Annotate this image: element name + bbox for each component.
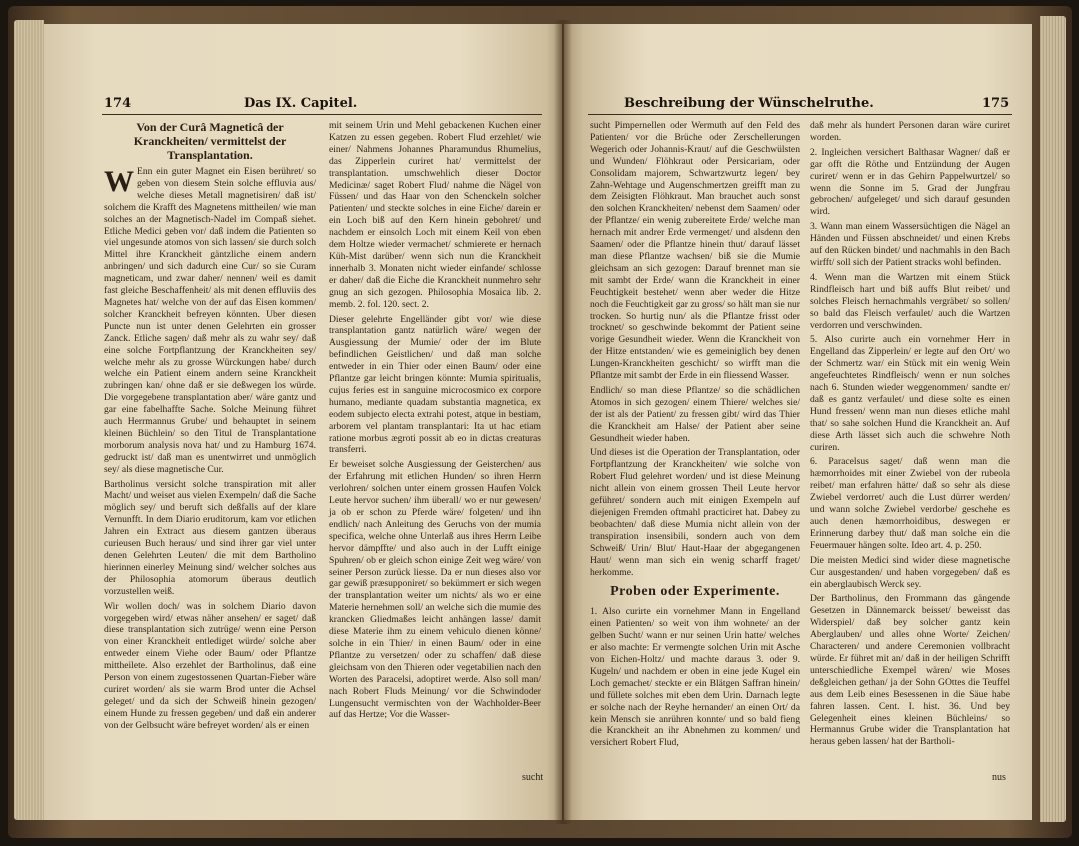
paragraph: Dieser gelehrte Engelländer gibt vor/ wie diese transplantation gantz natürlich wäre/ wegen der Ausgiessung der Mumie/ oder der im Blute befindlichen Geistlichen/ und daß man solche entweder in ein Thier oder einen Baum/ oder eine Pflantze gar leicht bringen könnte: Mumia spiritualis, cujus feries est in sanguine microcosmico ex corpore humano, mediante quadam substantia magnetica, ex eodem subjecto electa extrahi potest, atque in bestiam, arborem vel plantam transplantari: Ita ut hac etiam ratione morbus ægroti possit ab eo in dictas creaturas transferri. xyxy=(329,313,541,456)
paragraph: 1. Also curirte ein vornehmer Mann in Engelland einen Patienten/ so weit von ihm wohnete/ an der gelben Sucht/ wann er nur seinen Urin hatte/ welches er also machte: Er vermengte solchen Urin mit Asche von Eichen-Holtz/ und machte daraus 3. oder 9. Kugeln/ und nachdem er oben in eine jede Kugel ein Loch gemachet/ steckte er ein Blätgen Saffran hinein/ und füllete solches mit eben dem Urin. Darnach legte er solche nach der Reyhe hernander/ an einen Ort/ da kein Mensch sie anrühren konnte/ und so bald fieng die Kranckheit an ihr Abnehmen zu kommen/ und versichert Robert Flud, xyxy=(590,606,800,749)
paragraph: Die meisten Medici sind wider diese magnetische Cur ausgestanden/ und haben vorgegeben/ daß es ein aberglaubisch Werck sey. xyxy=(810,554,1010,590)
catchword-left: sucht xyxy=(522,772,544,783)
paragraph: Und dieses ist die Operation der Transplantation, oder Fortpflantzung der Kranckheiten/ wie solche von Robert Flud gelehret worden/ und ist diese Meinung nicht allein von einem grossen Theil Leute hervor geführet/ sondern auch mit einigen Exempeln auf diejenigen Fremden oftmahl practiciret hat. Dabey zu beobachten/ daß diese Mumia nicht allein von der transpiration insensibili, sondern auch von dem Schweiß/ Urin/ Blut/ Haut-Haar der abgegangenen Haut/ wenn man sich ein wenig scharff fraget/ herkomme. xyxy=(590,447,800,578)
running-head-left: Das IX. Capitel. xyxy=(244,96,358,111)
left-column-1 xyxy=(104,120,316,735)
drop-cap: W xyxy=(104,165,134,198)
head-rule-right xyxy=(588,114,1012,115)
paragraph xyxy=(104,166,316,476)
right-page xyxy=(564,24,1032,820)
paragraph: Er beweiset solche Ausgiessung der Geisterchen/ aus der Erfahrung mit etlichen Hunden/ so ihren Herrn verlohren/ solchen unter einem grossen Haufen Volck Leute hervor suchen/ ihm überall/ wo er nur gewesen/ ja ob er schon zu Pferde wäre/ folgeten/ und ihn endlich/ nach Anleitung des Geruchs von der mumia specifica, welche ohne Unterlaß aus ihres Herrn Leibe hervor dämpffte/ und also auch in der Lufft einige Spuhren/ ob er gleich schon einige Zeit weg wäre/ von seiner Person zurück liesse. Da er nun dieses also vor gar gewiß præsupponiret/ so bekümmert er sich wegen der transplantation weiter um nichts/ als wo er eine Materie hernehmen soll/ an welche sich die mumie des krancken Gliedmaßes leicht anhängen lasse/ damit diese Materie ihm zu einem vehiculo dienen könne/ solche in ein Thier/ in einen Baum/ oder in eine Pflantze zu versetzen/ oder zu schaffen/ daß diese gleichsam von den Thieren oder vegetabilien nach den Worten des Paracelsi, adoptiret werde. Also soll man/ nach Robert Fluds Meinung/ vor die Schwindoder Lungensucht vermischten von der Wachholder-Beer auf das Hertze; Vor die Wasser- xyxy=(329,459,541,721)
head-rule-left xyxy=(102,114,542,115)
catchword-right: nus xyxy=(992,772,1006,783)
paragraph: sucht Pimpernellen oder Wermuth auf den Feld des Patienten/ vor die Brüche oder Zerschellerungen Wegerich oder Johannis-Kraut/ auf die Geschwülsten und Wunden/ Flöhkraut oder Persicariam, oder Consolidam majorem, Schwartzwurtz legen/ bey Zahn-Wehtage und Augenschmertzen greifft man zu dem Zeisigten Flöhkraut. Man brauchet auch sonst den solchen Kranckheiten/ nebenst dem Saamen/ oder der Pflantze/ ein wenig zubereitete Erde/ welche man hernach mit andrer Erde vermenget/ und alsdenn den Saamen/ oder die Pflantze hinein thut/ darauf lässet man diese Pflantze wachsen/ biß sie die Mumie gleichsam an sich gezogen: Darauf brennet man sie mit sambt der Erde/ wann die Kranckheit in einer Feuchtigkeit bestehet/ wenn aber weder die Hitze noch die Feuchtigkeit gar zu gross/ so hält man sie nur trocken. So hurtig nun/ als die Pflantze frisst oder trocknet/ so geschwinde bekommt der Patient seine vorige Gesundheit wieder. Wenn die Kranckheit von der Hitze entstanden/ wie es gemeiniglich bey denen Lungen-Kranckheiten geschicht/ so wirfft man die Pflantze mit sambt der Erde in ein fliessend Wasser. xyxy=(590,120,800,382)
page-number-left: 174 xyxy=(104,96,132,111)
paragraph: 6. Paracelsus saget/ daß wenn man die hæmorrhoides mit einer Zwiebel von der rubeola reibet/ man erfahren hätte/ daß so sehr als diese Zwiebel verdorret/ auch die Lust dürrer werden/ und wann solche Zwiebel verdorbe/ geschehe es auch denen hæmorrhoidibus, deswegen er Erinnerung darbey thut/ daß man solche ein die Feuermauer hängen solte. Ideo art. 4. p. 250. xyxy=(810,456,1010,551)
page-edges-right xyxy=(1040,16,1066,822)
chapter-section-title: Von der Curâ Magneticâ der Kranckheiten/ vermittelst der Transplantation. xyxy=(133,120,287,162)
page-number-right: 175 xyxy=(982,96,1010,111)
paragraph: daß mehr als hundert Personen daran wäre curiret worden. xyxy=(810,120,1010,143)
right-column-1 xyxy=(590,120,800,752)
paragraph: 2. Ingleichen versichert Balthasar Wagner/ daß er gar offt die Röthe und Entzündung der Augen curiret/ wenn er in das Gehirn Pappelwurtzel/ so wenn die Sonne im 5. Grad der Jungfrau gebrochen/ aufgeleget/ und sich darauf gesunden wird. xyxy=(810,146,1010,218)
paragraph: mit seinem Urin und Mehl gebackenen Kuchen einer Katzen zu essen gegeben. Robert Flud erzehlet/ wie einer/ Nahmens Johannes Pharamundus Rhumelius, das Zipperlein curiret hat/ vermittelst der transplantation. umschwehlich dieser Doctor Medicinæ/ saget Robert Flud/ nahme die Nägel von Füssen/ und das Haar von den Schenckeln solcher Patienten/ und steckte solches in eine Eiche/ darein er ein Loch biß auf den Kern hinein gebohret/ und nachdem er einsolch Loch mit einem Keil von eben dem Holtze wieder vermachet/ schmierete er hernach Küh-Mist darüber/ wenn sich nun die Kranckheit innerhalb 3. Monaten nicht wieder einfande/ schlosse er daher/ daß die Eiche die Kranckheit nunmehro sehr gnug an sich gezogen. Philosophia Mosaica lib. 2. memb. 2. fol. 120. sect. 2. xyxy=(329,120,541,310)
running-head-right: Beschreibung der Wünschelruthe. xyxy=(624,96,874,111)
left-column-2 xyxy=(329,120,541,724)
paragraph: 5. Also curirte auch ein vornehmer Herr in Engelland das Zipperlein/ er legte auf den Ort/ wo der Schmertz war/ ein Stück mit ein wenig Wein angefeuchtetes Rindfleisch/ wenn er nun solches nach 6. Stunden wieder weggenommen/ sandte er/ daß es gantz verfaulet/ und diese solte es einen Hund fressen/ wenn man nun dieses etliche mahl that/ so sahe solchen Hund die Kranckheit an. Auf diese Arth lässet sich auch die schwehre Noth curiren. xyxy=(810,334,1010,453)
paragraph: 3. Wann man einem Wassersüchtigen die Nägel an Händen und Füssen abschneidet/ und einen Krebs auf den Rücken bindet/ und nachmahls in den Bach wirfft/ soll sich der Patient stracks wohl befinden. xyxy=(810,221,1010,268)
right-column-2 xyxy=(810,120,1010,751)
paragraph: Der Bartholinus, den Frommann das gängende Gesetzen in Dännemarck beisset/ beweisst das Widerspiel/ daß bey solcher gantz kein Aberglauben/ und alles ohne Worte/ Zeichen/ Characteren/ und andere Ceremonien vollbracht würde. Er führet mit an/ daß in der heiligen Schrifft unterschiedliche Exempel wären/ wie Moses deßgleichen gethan/ ja der Sohn GOttes die Teuffel aus dem Leib eines Besessenen in die Säue habe fahren lassen. Cent. I. hist. 36. Und bey Gelegenheit eines kleinen Büchleins/ so Hermannus Grube wider die Transplantation hat heraus geben lassen/ hat der Bartholi- xyxy=(810,593,1010,748)
paragraph: Endlich/ so man diese Pflantze/ so die schädlichen Atomos in sich gezogen/ einem Thiere/ welches sie/ der ist als der Patient/ zu fressen gibt/ wird das Thier die Kranckheit am Halse/ der Patient aber seine Gesundheit wieder haben. xyxy=(590,384,800,444)
paragraph: Wir wollen doch/ was in solchem Diario davon vorgegeben wird/ etwas näher ansehen/ er saget/ daß diese transplantation sich zutrüge/ wenn eine Person von einer Kranckheit entlediget würde/ solche aber entweder einem Viehe oder Baum/ oder Pflantze mittheilete. Also erzehlet der Bartholinus, daß eine Person von einem zugestossenen Quartan-Fieber wäre curiret worden/ als sie warm Brod unter die Achsel geleget/ und da sich der Schweiß hinein gezogen/ einem Hunde zu fressen gegeben/ und daß ein anderer von der Gelbsucht wäre befreyet worden/ als er einen xyxy=(104,600,316,731)
section-heading: Proben oder Experimente. xyxy=(610,584,780,600)
left-page xyxy=(44,24,562,820)
book-gutter xyxy=(554,20,572,824)
paragraph: Bartholinus versicht solche transpiration mit aller Macht/ und weiset aus vielen Exempeln/ daß die Sache möglich sey/ und beruft sich deßfalls auf der klare Vernunfft. In dem Diario eruditorum, kam vor etlichen Jahren ein Extract aus diesem gantzen überaus curieusen Buch heraus/ und sind ihrer gar viel unter denen Gelehrten Leuten/ die mit dem Bartholino hierinnen einerley Meinung sind/ welcher solches aus der Philosophia atomorum überaus deutlich vorzustellen weiß. xyxy=(104,478,316,597)
paragraph-text: Enn ein guter Magnet ein Eisen berühret/ so geben von diesem Stein solche effluvia aus/ welche dieses Metall magnetisiren/ daß ist/ solchem die Krafft des Magnetens mittheilen/ wie man solches an der Magnetisch-Nadel im Compaß siehet. Etliche Medici geben vor/ daß indem die Patienten so viel ungesunde atomos von sich lassen/ sie durch solch Mittel ihre Kranckheit gäntzliche einem andern anbringen/ und sich dadurch eine Cur/ so sie Curam magneticam, und zwar daher/ nennen/ weil es damit fast gleiche Beschaffenheit/ als mit denen effluviis des Magnetes hat/ welche von der auf das Eisen kommen/ solcher Kranckheit befreyen könnten. Uber diesen Puncte nun ist unter denen Gelehrten ein grosser Zanck. Etliche sagen/ daß mehr als zu wahr sey/ daß eine solche Fortpflantzung der Kranckheiten sey/ welche mehr als zu grosse Würckungen habe/ durch welche ein Patient einem andern seine Kranckheit zubringen kan/ ohne daß er sie deßwegen los würde. Die vorgegebene transplantation aber/ wäre gantz und gar eine fabelhaffte Sache. Solche Meinung führet auch Herrmannus Grube/ und behauptet in seinem kleinen Büchlein/ so den Titul de Transplantatione morborum analysis nova hat/ und zu Hamburg 1674. gedruckt ist/ daß man es unentwirret und unmöglich sey/ als diese magnetische Cur. xyxy=(104,166,316,475)
paragraph: 4. Wenn man die Wartzen mit einem Stück Rindfleisch hart und biß auffs Blut reibet/ und solches Fleisch hernachmahls vergräbet/ so sollen/ so bald das Fleisch verfaulet/ auch die Wartzen verdorren und verschwinden. xyxy=(810,271,1010,331)
page-edges-left xyxy=(14,20,44,820)
open-book xyxy=(8,6,1072,838)
